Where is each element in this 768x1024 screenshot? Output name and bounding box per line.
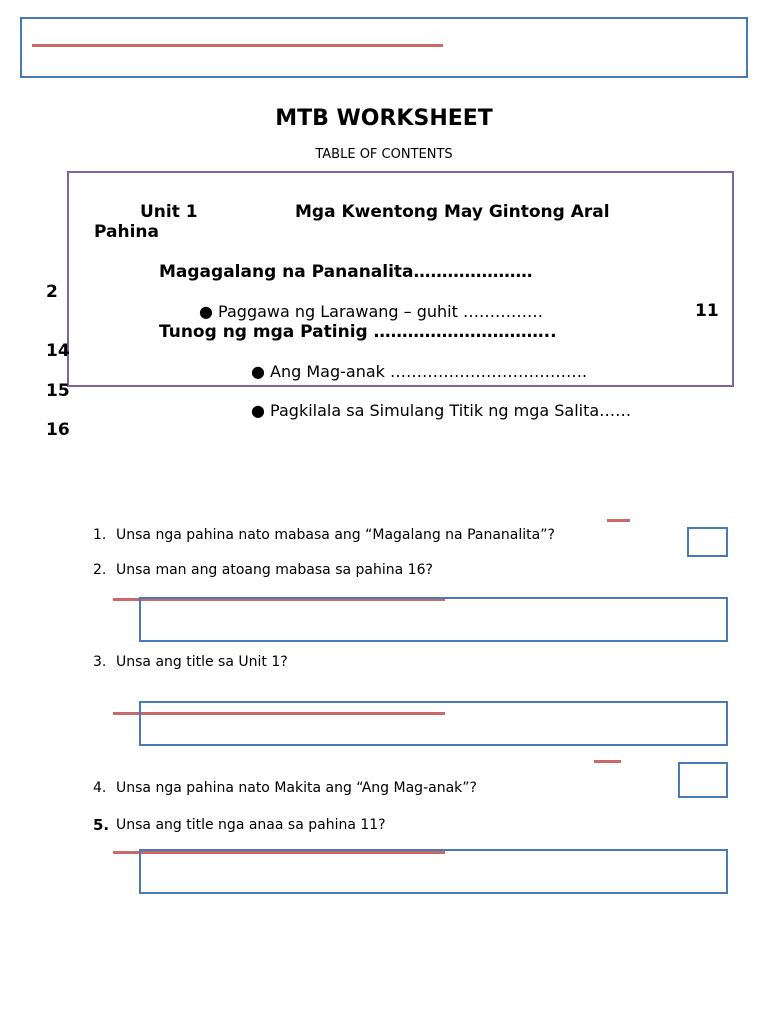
toc-entry: ● Paggawa ng Larawang – guhit …………… — [199, 302, 543, 321]
answer-underline — [594, 760, 621, 763]
toc-entry-page: 14 — [46, 341, 70, 361]
answer-box-q2[interactable] — [139, 597, 728, 642]
question-number: 3. — [93, 654, 107, 670]
answer-box-q5[interactable] — [139, 849, 728, 894]
question-number: 1. — [93, 527, 107, 543]
question-text: Unsa ang title nga anaa sa pahina 11? — [116, 817, 386, 833]
toc-entry: ● Ang Mag-anak ………………………………. — [251, 362, 588, 381]
toc-unit-label: Unit 1 — [140, 202, 198, 222]
worksheet-subtitle: TABLE OF CONTENTS — [315, 147, 453, 162]
question-number: 2. — [93, 562, 107, 578]
answer-box-q1[interactable] — [687, 527, 728, 557]
toc-entry: ● Pagkilala sa Simulang Titik ng mga Salita…… — [251, 401, 632, 420]
name-underline — [32, 44, 443, 47]
question-number: 5. — [93, 816, 110, 834]
question-text: Unsa man ang atoang mabasa sa pahina 16? — [116, 562, 433, 578]
question-text: Unsa nga pahina nato Makita ang “Ang Mag-anak”? — [116, 780, 477, 796]
toc-entry-page: 15 — [46, 381, 70, 401]
worksheet-title: MTB WORKSHEET — [275, 106, 493, 131]
answer-box-q3[interactable] — [139, 701, 728, 746]
answer-box-q4[interactable] — [678, 762, 728, 798]
toc-unit-title: Mga Kwentong May Gintong Aral — [295, 202, 610, 222]
toc-entry-page: 2 — [46, 282, 58, 302]
question-text: Unsa nga pahina nato mabasa ang “Magalang na Pananalita”? — [116, 527, 555, 543]
toc-entry-page: 11 — [695, 301, 719, 321]
question-text: Unsa ang title sa Unit 1? — [116, 654, 288, 670]
toc-page-header: Pahina — [94, 222, 159, 242]
toc-entry: Tunog ng mga Patinig ………………………….. — [159, 322, 557, 342]
toc-entry: Magagalang na Pananalita………………… — [159, 262, 533, 282]
toc-entry-page: 16 — [46, 420, 70, 440]
answer-underline — [607, 519, 630, 522]
question-number: 4. — [93, 780, 107, 796]
name-answer-box[interactable] — [20, 17, 748, 78]
